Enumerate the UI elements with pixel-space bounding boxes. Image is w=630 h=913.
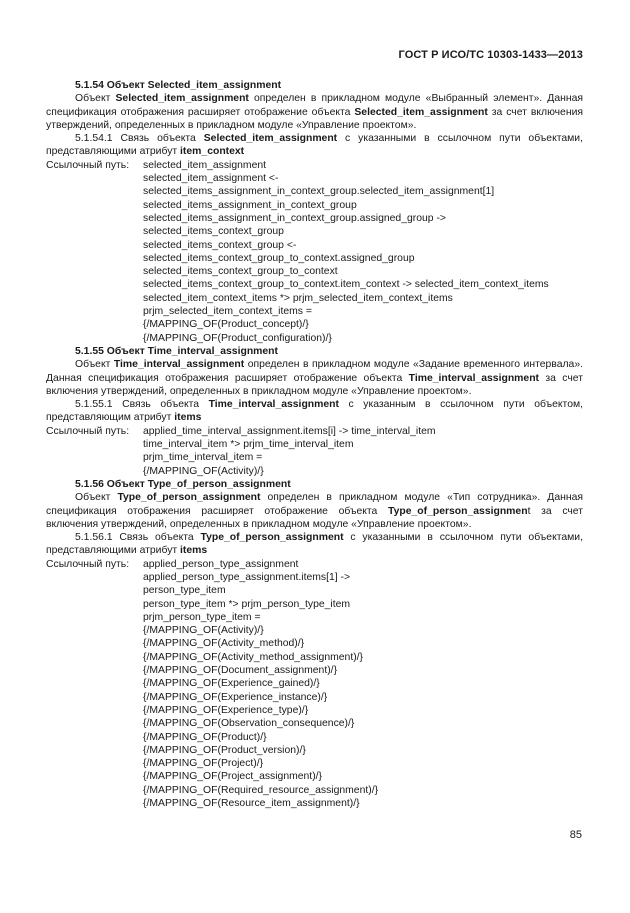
reference-path — [46, 425, 583, 478]
reference-path-line: prjm_selected_item_context_items = — [143, 306, 312, 318]
reference-path-line: selected_items_context_group_to_context — [143, 266, 338, 278]
reference-path-line: {/MAPPING_OF(Product_concept)/} — [143, 319, 309, 331]
text-run: Объект — [75, 492, 118, 504]
reference-path-line: selected_items_context_group <- — [143, 239, 297, 251]
section-paragraph — [46, 491, 583, 531]
section-heading: 5.1.54 Объект Selected_item_assignment — [75, 80, 282, 91]
reference-path-line: person_type_item *> prjm_person_type_item — [143, 598, 351, 610]
text-run: за счет включения утверждений, определенных в прикладном модуле «Управление проектом». — [46, 106, 583, 131]
reference-path-line: {/MAPPING_OF(Product_configuration)/} — [143, 332, 332, 344]
reference-path-line: {/MAPPING_OF(Observation_consequence)/} — [143, 718, 355, 730]
reference-path-line: {/MAPPING_OF(Project)/} — [143, 758, 264, 770]
section-paragraph — [46, 92, 583, 132]
text-run: items — [180, 545, 208, 557]
section-heading: 5.1.56 Объект Type_of_person_assignment — [75, 478, 291, 490]
reference-path-label: Ссылочный путь: — [46, 558, 130, 570]
text-run: items — [174, 412, 202, 424]
reference-path-label: Ссылочный путь: — [46, 425, 130, 437]
text-run: определен в прикладном модуле «Тип сотрудника». Данная спецификация отображения расширяет отображение объекта — [46, 492, 583, 517]
reference-path-line: {/MAPPING_OF(Resource_item_assignment)/} — [143, 798, 360, 810]
reference-path-lines — [143, 558, 378, 811]
reference-path-line: {/MAPPING_OF(Experience_type)/} — [143, 704, 309, 716]
reference-path-lines — [143, 159, 549, 345]
reference-path-line: {/MAPPING_OF(Experience_gained)/} — [143, 678, 320, 690]
reference-path-line: selected_items_assignment_in_context_group.selected_item_assignment[1] — [143, 186, 495, 198]
reference-path-line: {/MAPPING_OF(Activity)/} — [143, 465, 264, 477]
text-run: 5.1.54.1 Связь объекта — [75, 133, 204, 145]
text-run: Time_interval_assignment — [408, 372, 539, 384]
text-run: за счет включения утверждений, определенных в прикладном модуле «Управление проектом». — [46, 372, 583, 397]
reference-path-line: {/MAPPING_OF(Product)/} — [143, 731, 267, 743]
reference-path-line: selected_item_assignment — [143, 159, 267, 171]
reference-path-line: prjm_person_type_item = — [143, 611, 261, 623]
reference-path-line: selected_items_context_group — [143, 226, 284, 238]
document-body — [46, 79, 583, 810]
text-run: 5.1.56.1 Связь объекта — [75, 532, 201, 544]
text-run: t за счет включения утверждений, определенных в прикладном модуле «Управление проектом». — [46, 505, 584, 530]
text-run: Selected_item_assignment — [203, 133, 338, 145]
reference-path-label: Ссылочный путь: — [46, 159, 130, 171]
text-run: Type_of_person_assignmen — [388, 505, 528, 517]
document-header: ГОСТ Р ИСО/ТС 10303-1433—2013 — [398, 49, 583, 61]
text-run: Selected_item_assignment — [354, 106, 488, 118]
reference-path-line: {/MAPPING_OF(Activity)/} — [143, 625, 264, 637]
text-run: Time_interval_assignment — [113, 359, 245, 371]
text-run: Selected_item_assignment — [115, 93, 249, 105]
reference-path-line: time_interval_item *> prjm_time_interval_item — [143, 439, 354, 451]
reference-path-line: selected_items_context_group_to_context.item_context -> selected_item_context_items — [143, 279, 549, 291]
section-paragraph — [46, 358, 583, 398]
text-run: определен в прикладном модуле «Задание временного интервала». Данная спецификация отображения расширяет отображение объекта — [46, 359, 583, 384]
text-run: Type_of_person_assignment — [117, 492, 261, 504]
text-run: Time_interval_assignment — [208, 399, 339, 411]
subsection-paragraph — [46, 132, 583, 159]
reference-path-line: {/MAPPING_OF(Required_resource_assignment)/} — [143, 784, 379, 796]
reference-path-line: person_type_item — [143, 585, 226, 597]
reference-path-line: {/MAPPING_OF(Project_assignment)/} — [143, 771, 323, 783]
reference-path-line: applied_person_type_assignment.items[1] -> — [143, 571, 351, 583]
reference-path — [46, 159, 583, 345]
reference-path-line: {/MAPPING_OF(Activity_method)/} — [143, 638, 305, 650]
subsection-paragraph — [46, 531, 583, 558]
reference-path-line: selected_items_assignment_in_context_group.assigned_group -> — [143, 212, 446, 224]
text-run: Объект — [75, 359, 114, 371]
reference-path-line: {/MAPPING_OF(Experience_instance)/} — [143, 691, 328, 703]
subsection-paragraph — [46, 398, 583, 425]
reference-path-line: selected_items_assignment_in_context_group — [143, 199, 357, 211]
reference-path-line: applied_person_type_assignment — [143, 558, 299, 570]
text-run: с указанными в ссылочном пути объектами, представляющими атрибут — [46, 532, 583, 557]
text-run: Объект — [75, 93, 116, 105]
reference-path-line: {/MAPPING_OF(Activity_method_assignment)/} — [143, 651, 364, 663]
reference-path-line: selected_items_context_group_to_context.assigned_group — [143, 252, 415, 264]
reference-path — [46, 558, 583, 811]
reference-path-line: {/MAPPING_OF(Document_assignment)/} — [143, 665, 338, 677]
reference-path-line: {/MAPPING_OF(Product_version)/} — [143, 744, 306, 756]
text-run: item_context — [180, 146, 245, 158]
text-run: Type_of_person_assignment — [200, 532, 344, 544]
reference-path-line: applied_time_interval_assignment.items[i] -> time_interval_item — [143, 425, 436, 437]
page-number: 85 — [569, 829, 582, 841]
reference-path-lines — [143, 425, 436, 478]
text-run: с указанными в ссылочном пути объектами, представляющими атрибут — [46, 133, 583, 158]
reference-path-line: selected_item_assignment <- — [143, 173, 279, 185]
text-run: с указанным в ссылочном пути объектом, представляющим атрибут — [46, 399, 584, 424]
reference-path-line: selected_item_context_items *> prjm_selected_item_context_items — [143, 292, 453, 304]
text-run: 5.1.55.1 Связь объекта — [75, 399, 209, 411]
reference-path-line: prjm_time_interval_item = — [143, 452, 263, 464]
text-run: определен в прикладном модуле «Выбранный элемент». Данная спецификация отображения расширяет отображение объекта — [46, 93, 583, 118]
section-heading: 5.1.55 Объект Time_interval_assignment — [75, 345, 278, 357]
